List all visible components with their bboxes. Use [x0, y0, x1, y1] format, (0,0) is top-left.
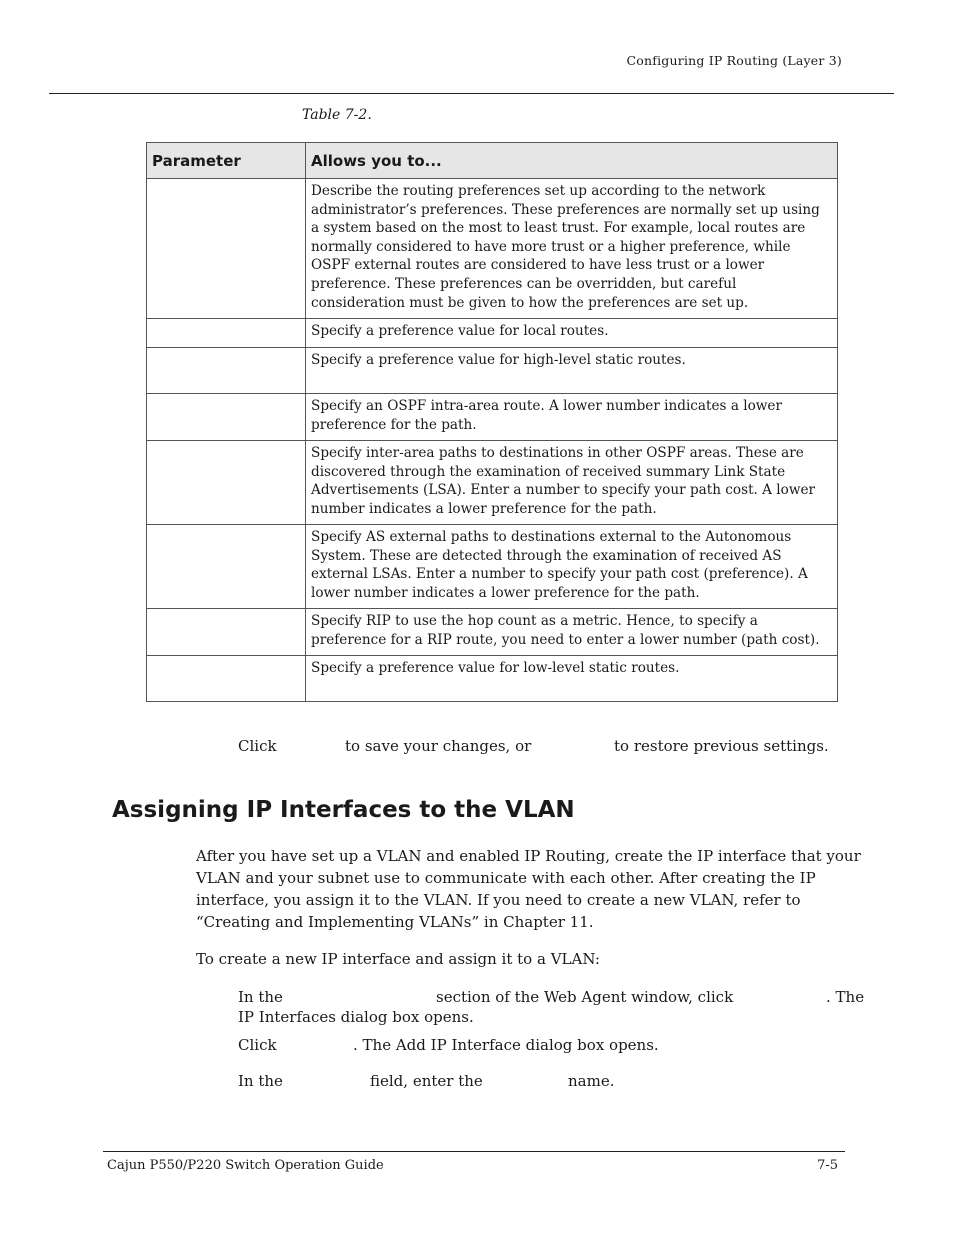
running-header: Configuring IP Routing (Layer 3)	[626, 53, 842, 68]
procedure-lead: To create a new IP interface and assign it to a VLAN:	[196, 950, 600, 968]
description-cell: Specify an OSPF intra-area route. A lower number indicates a lower preference for the path.	[306, 394, 838, 441]
table-row	[147, 348, 838, 394]
page-number: 7-5	[817, 1158, 838, 1173]
step-2-text-1: Click	[238, 1036, 277, 1054]
parameter-cell	[147, 348, 306, 394]
column-header-parameter: Parameter	[147, 143, 306, 179]
intro-paragraph: After you have set up a VLAN and enabled IP Routing, create the IP interface that your VLAN and your subnet use to communicate with each other. After creating the IP interface, you assign it to the VLAN. If you need to create a new VLAN, refer to “Creating and Implementing VLANs” in Chapter 11.	[196, 847, 861, 931]
step-3-text-1: In the	[238, 1072, 283, 1090]
section-heading: Assigning IP Interfaces to the VLAN	[112, 797, 575, 823]
description-cell: Specify a preference value for low-level static routes.	[306, 656, 838, 702]
step-1-text-3: . The	[826, 988, 865, 1006]
click-step-text-3: to restore previous settings.	[614, 737, 829, 755]
parameters-table	[146, 142, 838, 702]
description-cell: Specify inter-area paths to destinations in other OSPF areas. These are discovered through the examination of received summary Link State Advertisements (LSA). Enter a number to specify your path cost. A lower number indicates a lower preference for the path.	[306, 441, 838, 525]
column-header-allows: Allows you to...	[306, 143, 838, 179]
parameter-cell	[147, 394, 306, 441]
footer-title: Cajun P550/P220 Switch Operation Guide	[107, 1158, 384, 1173]
table-row	[147, 394, 838, 441]
table-caption: Table 7-2.	[302, 107, 372, 123]
step-1-text-4: IP Interfaces dialog box opens.	[238, 1008, 474, 1026]
table-row	[147, 609, 838, 656]
description-cell: Specify AS external paths to destinations external to the Autonomous System. These are detected through the examination of received AS external LSAs. Enter a number to specify your path cost (preference). A lower number indicates a lower preference for the path.	[306, 525, 838, 609]
table-row	[147, 656, 838, 702]
parameter-cell	[147, 441, 306, 525]
parameter-cell	[147, 656, 306, 702]
click-step-text-1: Click	[238, 737, 277, 755]
description-cell: Specify a preference value for local routes.	[306, 319, 838, 348]
description-cell: Specify RIP to use the hop count as a metric. Hence, to specify a preference for a RIP route, you need to enter a lower number (path cost).	[306, 609, 838, 656]
footer-rule	[103, 1151, 845, 1152]
table-row	[147, 319, 838, 348]
table-row	[147, 525, 838, 609]
step-3-text-3: name.	[568, 1072, 615, 1090]
table-row	[147, 179, 838, 319]
step-1-text-2: section of the Web Agent window, click	[436, 988, 734, 1006]
parameter-cell	[147, 609, 306, 656]
table-row	[147, 441, 838, 525]
table-header-row	[147, 143, 838, 179]
parameter-cell	[147, 319, 306, 348]
step-1-text-1: In the	[238, 988, 283, 1006]
description-cell: Specify a preference value for high-level static routes.	[306, 348, 838, 394]
step-2-text-2: . The Add IP Interface dialog box opens.	[353, 1036, 659, 1054]
click-step-text-2: to save your changes, or	[345, 737, 532, 755]
step-3-text-2: field, enter the	[370, 1072, 483, 1090]
description-cell: Describe the routing preferences set up according to the network administrator’s preferences. These preferences are normally set up using a system based on the most to least trust. For example, local routes are normally considered to have more trust or a higher preference, while OSPF external routes are considered to have less trust or a lower preference. These preferences can be overridden, but careful consideration must be given to how the preferences are set up.	[306, 179, 838, 319]
parameter-cell	[147, 179, 306, 319]
parameter-cell	[147, 525, 306, 609]
header-rule	[49, 93, 894, 94]
